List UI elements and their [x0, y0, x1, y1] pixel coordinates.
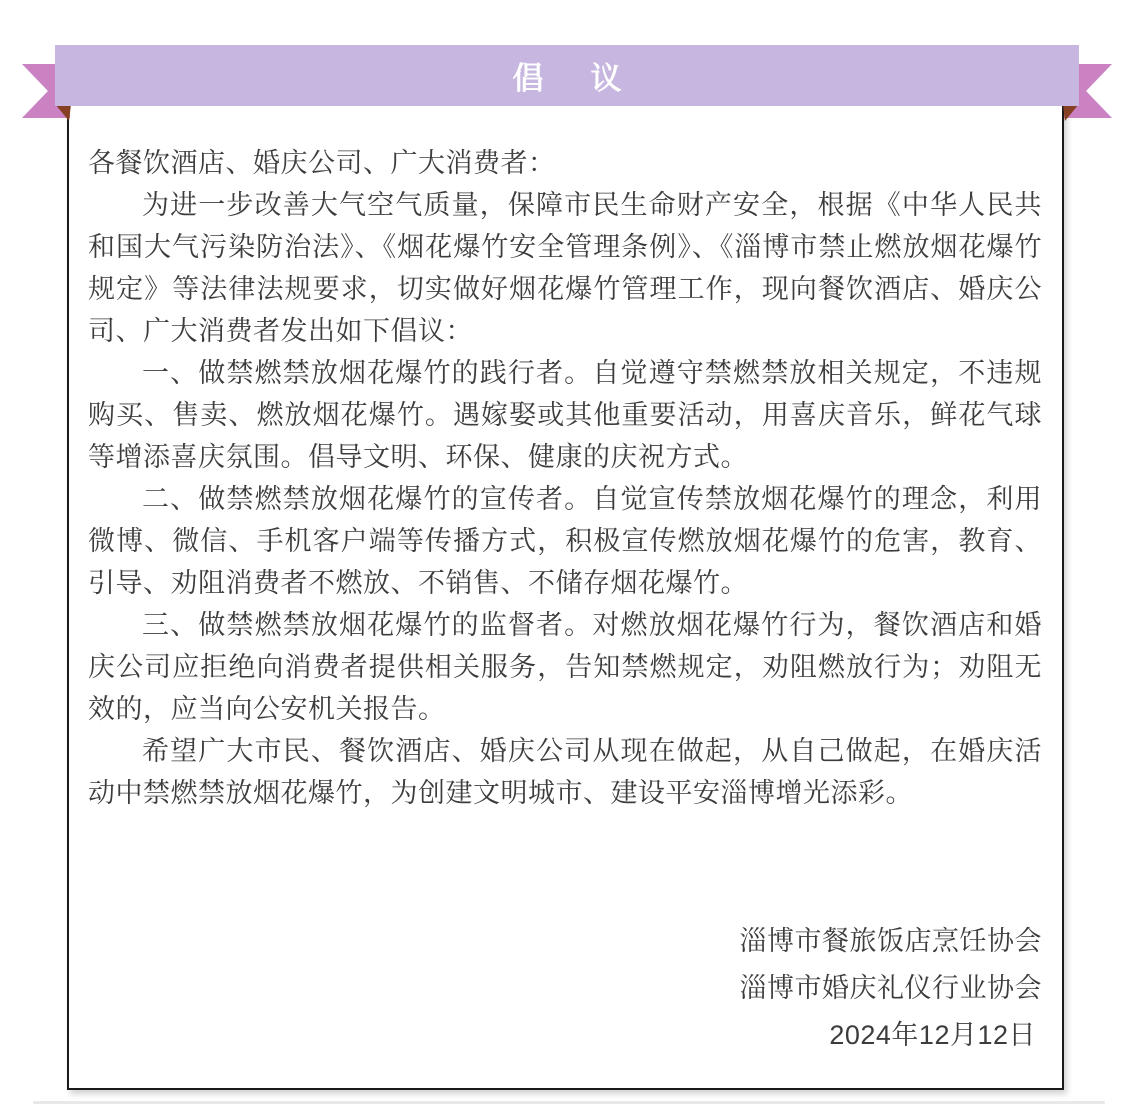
paragraph-closing: 希望广大市民、餐饮酒店、婚庆公司从现在做起，从自己做起，在婚庆活动中禁燃禁放烟花爆竹，为创建文明城市、建设平安淄博增光添彩。 — [88, 736, 1042, 808]
document-content — [69, 74, 1062, 1088]
signature-association-2: 淄博市婚庆礼仪行业协会 — [739, 973, 1042, 1003]
page-title: 倡 议 — [512, 61, 630, 96]
bottom-divider — [33, 1101, 1105, 1104]
document-body — [67, 72, 1064, 1090]
signature-association-1: 淄博市餐旅饭店烹饪协会 — [739, 926, 1042, 956]
title-banner — [55, 45, 1079, 106]
signature-date: 2024年12月12日 — [829, 1020, 1036, 1050]
signature-block — [88, 918, 1042, 1059]
paragraph-item-3: 三、做禁燃禁放烟花爆竹的监督者。对燃放烟花爆竹行为，餐饮酒店和婚庆公司应拒绝向消费者提供相关服务，告知禁燃规定，劝阻燃放行为；劝阻无效的，应当向公安机关报告。 — [88, 610, 1042, 724]
paragraph-item-2: 二、做禁燃禁放烟花爆竹的宣传者。自觉宣传禁放烟花爆竹的理念，利用微博、微信、手机客户端等传播方式，积极宣传燃放烟花爆竹的危害，教育、引导、劝阻消费者不燃放、不销售、不储存烟花爆竹。 — [88, 484, 1042, 598]
paragraph-intro: 为进一步改善大气空气质量，保障市民生命财产安全，根据《中华人民共和国大气污染防治法》、《烟花爆竹安全管理条例》、《淄博市禁止燃放烟花爆竹规定》等法律法规要求，切实做好烟花爆竹管理工作，现向餐饮酒店、婚庆公司、广大消费者发出如下倡议： — [88, 190, 1042, 346]
salutation: 各餐饮酒店、婚庆公司、广大消费者： — [88, 148, 556, 178]
paragraph-item-1: 一、做禁燃禁放烟花爆竹的践行者。自觉遵守禁燃禁放相关规定，不违规购买、售卖、燃放烟花爆竹。遇嫁娶或其他重要活动，用喜庆音乐，鲜花气球等增添喜庆氛围。倡导文明、环保、健康的庆祝方式。 — [88, 358, 1042, 472]
